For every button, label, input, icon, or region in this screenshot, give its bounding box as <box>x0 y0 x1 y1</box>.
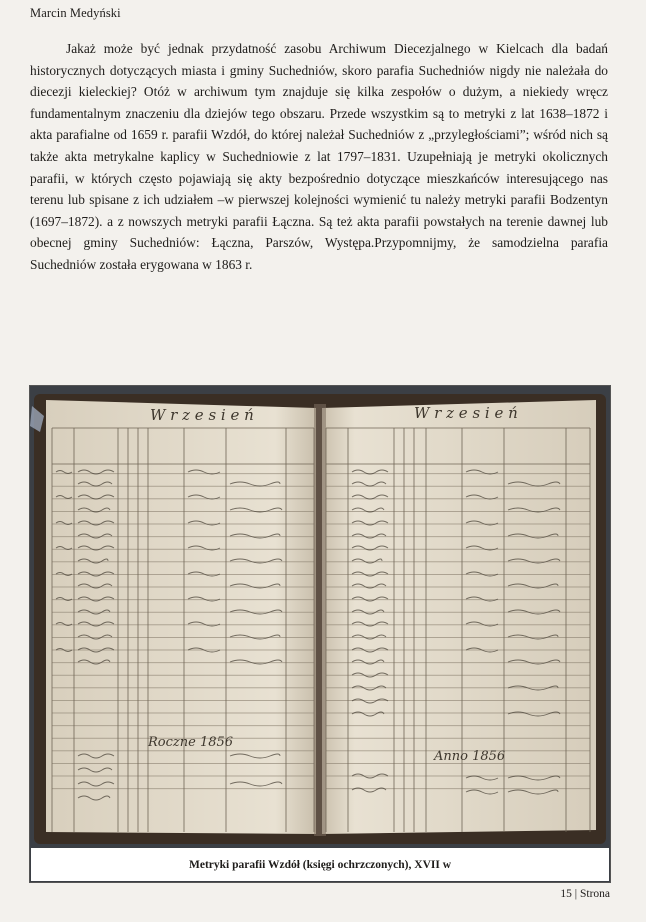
right-month-heading: W r z e s i e ń <box>414 404 518 422</box>
ledger-illustration <box>30 386 610 848</box>
left-month-heading: W r z e s i e ń <box>150 406 254 424</box>
page-number: 15 | Strona <box>560 888 610 900</box>
left-year-note: Roczne 1856 <box>148 735 234 750</box>
ledger-photo <box>29 385 611 883</box>
body-paragraph: Jakaż może być jednak przydatność zasobu Archiwum Diecezjalnego w Kielcach dla badań historycznych dotyczących miasta i gminy Suchedniów, skoro parafia Suchedniów nigdy nie należała do diecezji kieleckiej? Otóż w archiwum tym znajduje się kilka zespołów o dużym, a niekiedy wręcz fundamentalnym znaczeniu dla dziejów tego obszaru. Przede wszystkim są to metryki z lat 1638–1872 i akta parafialne od 1659 r. parafii Wzdół, do której należał Suchedniów z „przyległościami”; wśród nich są także akta metrykalne kaplicy w Suchedniowie z lat 1797–1831. Uzupełniają je metryki okolicznych parafii, w których często pojawiają się akty bezpośrednio dotyczące mieszkańców interesującego nas terenu lub spisane z ich udziałem –w pierwszej kolejności wymienić tu należy metryki parafii Bodzentyn (1697–1872). a z nowszych metryki parafii Łączna. Są też akta parafii powstałych na terenie dawnej lub obecnej gminy Suchedniów: Łączna, Parszów, Występa.Przypomnijmy, że samodzielna parafia Suchedniów została erygowana w 1863 r. <box>30 41 608 272</box>
right-year-note: Anno 1856 <box>434 749 506 764</box>
figure-caption: Metryki parafii Wzdół (księgi ochrzczonych), XVII w <box>31 848 609 881</box>
running-header-author: Marcin Medyński <box>30 6 121 20</box>
book-spine <box>314 404 326 836</box>
